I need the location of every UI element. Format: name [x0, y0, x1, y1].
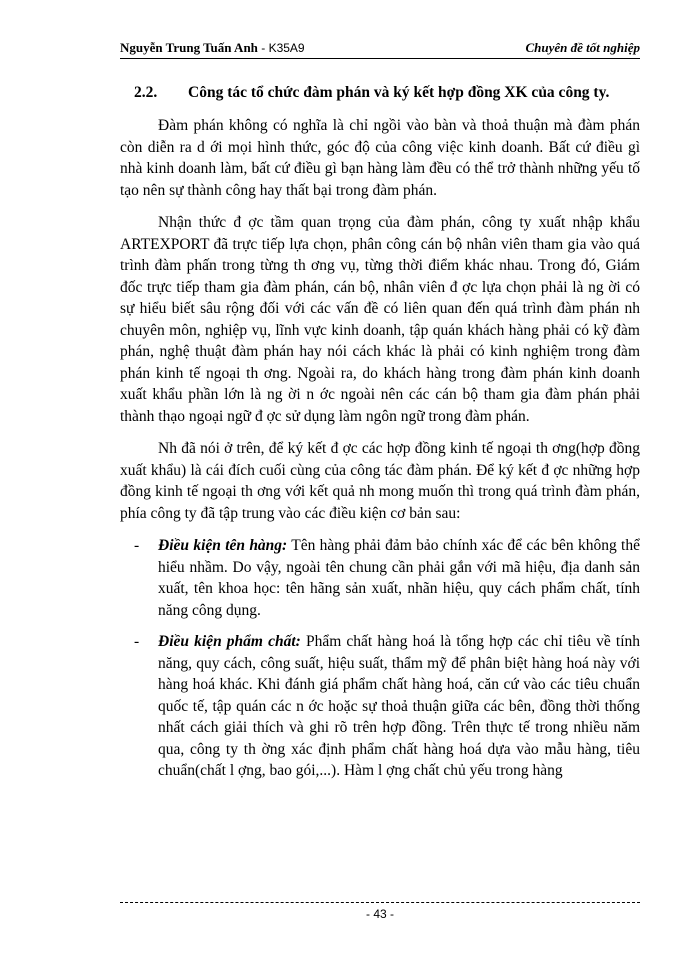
list-item — [120, 535, 640, 621]
paragraph: Nh đã nói ở trên, để ký kết đ ợc các hợp đồng kinh tế ngoại th ơng(hợp đồng xuất khẩu) là cái đích cuối cùng của công tác đàm phán. Để ký kết đ ợc những hợp đồng kinh tế ngoại th ơng với kết quả nh mong muốn thì trong quá trình đàm phán, phía công ty đã tập trung vào các điều kiện cơ bản sau: — [120, 440, 640, 522]
conditions-list — [120, 535, 640, 782]
page-header — [120, 38, 640, 59]
paragraph: Đàm phán không có nghĩa là chỉ ngồi vào bàn và thoả thuận mà đàm phán còn diễn ra d ới mọi hình thức, góc độ của công việc kinh doanh. Bất cứ điều gì nhà kinh doanh làm, bất cứ điều gì bạn hàng làm đều có thể trở thành những yếu tố tạo nên sự thành công hay thất bại trong đàm phán. — [120, 117, 640, 199]
section-title: Công tác tổ chức đàm phán và ký kết hợp đồng XK của công ty. — [188, 84, 610, 101]
page-number: - 43 - — [365, 907, 394, 921]
section-number: 2.2. — [134, 84, 158, 101]
list-dash: - — [134, 537, 140, 554]
section-heading — [120, 82, 640, 103]
condition-text: Tên hàng phải đảm bảo chính xác để các bên không thể hiểu nhầm. Do vậy, ngoài tên chung cần phải gắn với mã hiệu, địa danh sản xuất, tên khoa học: tên hãng sản xuất, nhãn hiệu, quy cách phẩm chất, tính năng công dụng. — [158, 537, 640, 619]
header-author: Nguyễn Trung Tuấn Anh — [120, 40, 258, 55]
condition-term: Điều kiện tên hàng: — [158, 537, 288, 554]
document-body — [120, 82, 640, 792]
list-dash: - — [134, 633, 140, 650]
list-item — [120, 631, 640, 782]
condition-term: Điều kiện phẩm chất: — [158, 633, 301, 650]
paragraph: Nhận thức đ ợc tầm quan trọng của đàm phán, công ty xuất nhập khẩu ARTEXPORT đã trực tiếp lựa chọn, phân công cán bộ nhân viên tham gia vào quá trình đàm phấn trong từng th ơng vụ, từng thời điểm khác nhau. Trong đó, Giám đốc trực tiếp tham gia đàm phán, cán bộ, nhân viên đ ợc lựa chọn phải là ng ời có sự hiểu biết sâu rộng đối với các vấn đề có liên quan đến quá trình đàm phán nh chuyên môn, nghiệp vụ, lĩnh vực kinh doanh, tập quán khách hàng phải có kỹ đàm phán, nghệ thuật đàm phán hay nói cách khác là phải có kinh nghiệm trong đàm phán kinh tế ngoại th ơng. Ngoài ra, do khách hàng trong đàm phán kinh doanh xuất khẩu phần lớn là ng ời n ớc ngoài nên các cán bộ tham gia đàm phán phải thành thạo ngoại ngữ đ ợc sử dụng làm ngôn ngữ trong đàm phán. — [120, 214, 640, 425]
condition-text: Phẩm chất hàng hoá là tổng hợp các chỉ tiêu về tính năng, quy cách, công suất, hiệu suất, thẩm mỹ để phân biệt hàng hoá này với hàng hoá khác. Khi đánh giá phẩm chất hàng hoá, căn cứ vào các tiêu chuẩn quốc tế, tập quán các n ớc hoặc sự thoả thuận giữa các bên, đồng thời thống nhất cách giải thích và ghi rõ trên hợp đồng. Trên thực tế trong nhiều năm qua, công ty th ờng xác định phẩm chất hàng hoá dựa vào mẫu hàng, tiêu chuẩn(chất l ợng, bao gói,...). Hàm l ợng chất chủ yếu trong hàng — [158, 633, 640, 779]
page-footer — [120, 902, 640, 921]
header-class-code: K35A9 — [268, 41, 305, 55]
header-doc-type: Chuyên đề tốt nghiệp — [525, 40, 640, 55]
header-separator: - — [257, 41, 269, 55]
header-author-line — [120, 40, 305, 56]
